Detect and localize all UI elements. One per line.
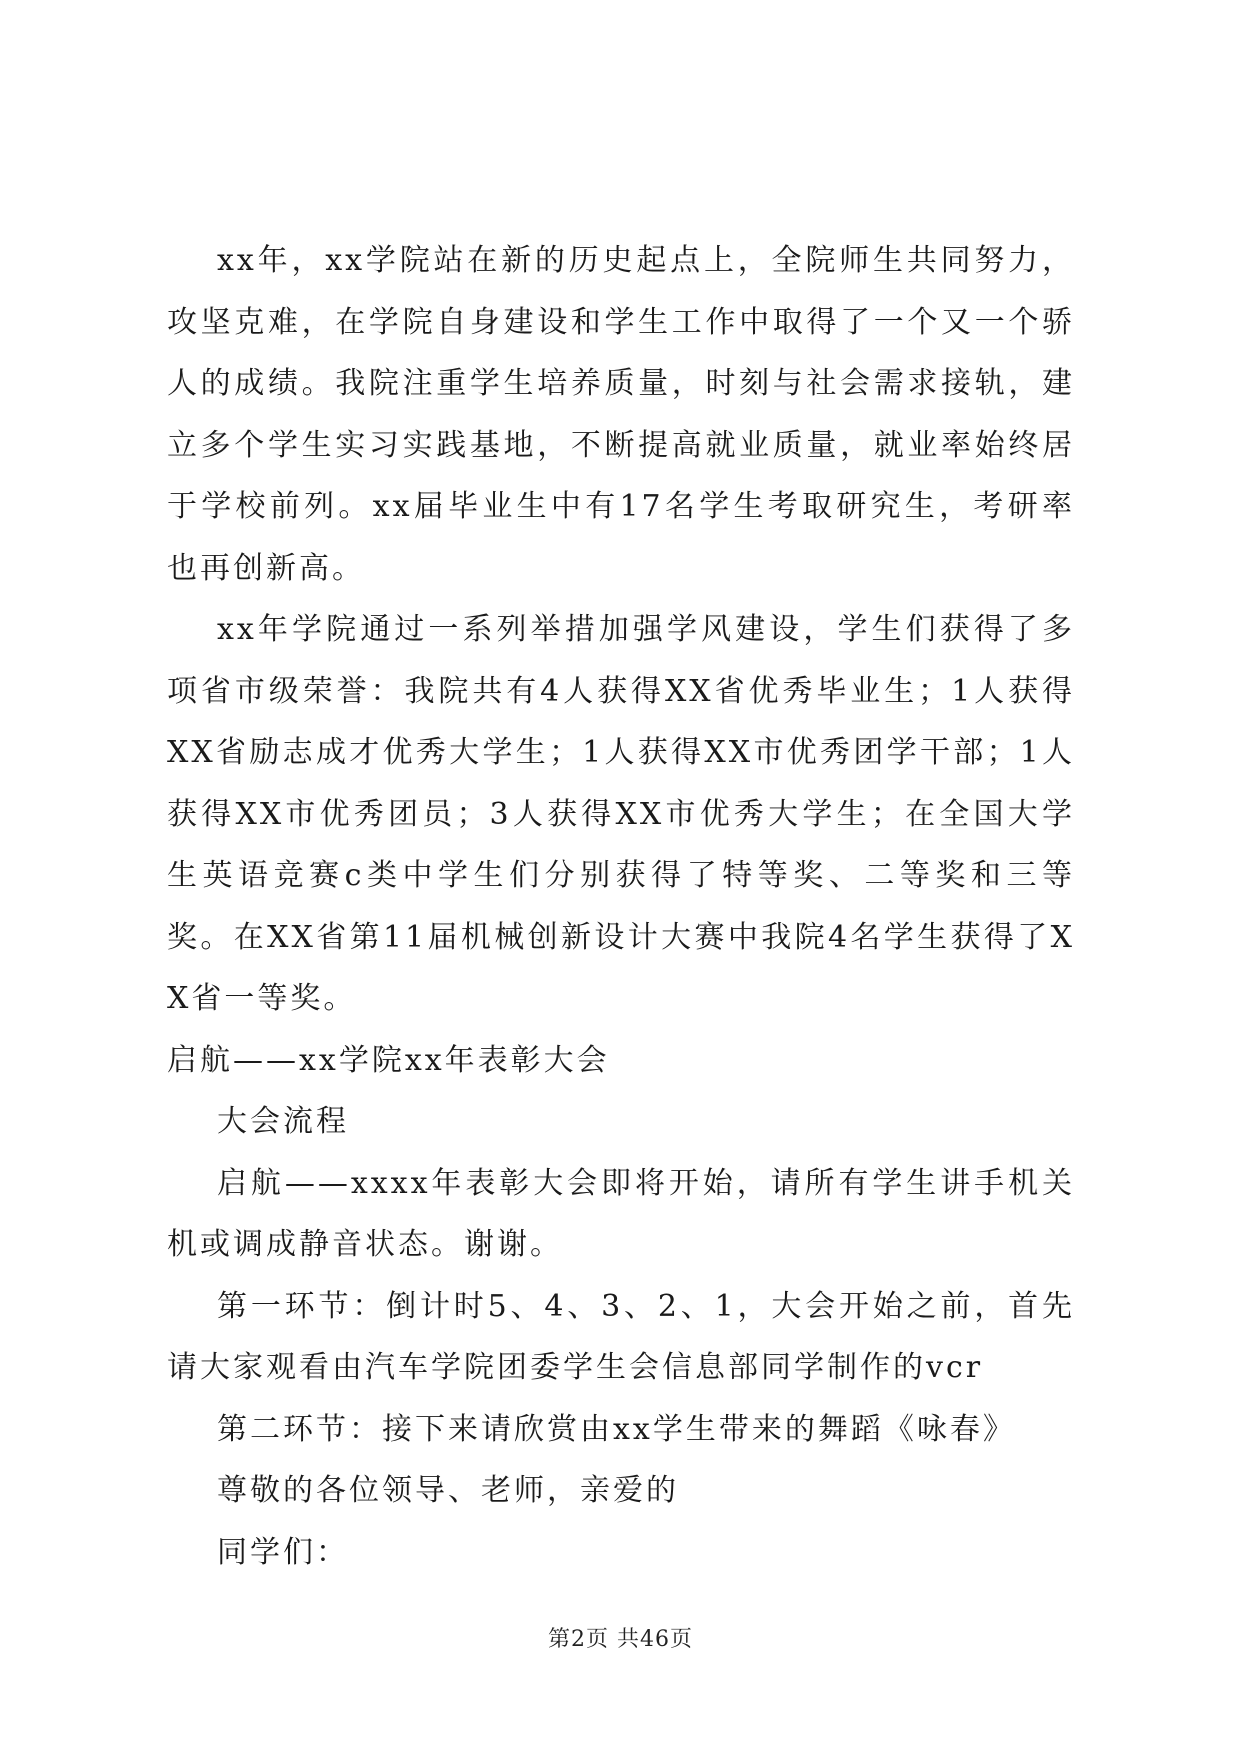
paragraph-honors: xx年学院通过一系列举措加强学风建设，学生们获得了多项省市级荣誉：我院共有4人获得XX省优秀毕业生；1人获得XX省励志成才优秀大学生；1人获得XX市优秀团学干部；1人获得XX市优秀团员；3人获得XX市优秀大学生；在全国大学生英语竞赛c类中学生们分别获得了特等奖、二等奖和三等奖。在XX省第11届机械创新设计大赛中我院4名学生获得了XX省一等奖。 [167, 612, 1075, 1016]
paragraph-step-one: 第一环节：倒计时5、4、3、2、1，大会开始之前，首先请大家观看由汽车学院团委学生会信息部同学制作的vcr [167, 1288, 1075, 1385]
paragraph-step-two: 第二环节：接下来请欣赏由xx学生带来的舞蹈《咏春》 [217, 1411, 1016, 1447]
paragraph-achievements: xx年，xx学院站在新的历史起点上，全院师生共同努力，攻坚克难，在学院自身建设和学生工作中取得了一个又一个骄人的成绩。我院注重学生培养质量，时刻与社会需求接轨，建立多个学生实习实践基地，不断提高就业质量，就业率始终居于学校前列。xx届毕业生中有17名学生考取研究生，考研率也再创新高。 [167, 243, 1075, 586]
paragraph-greeting: 尊敬的各位领导、老师，亲爱的 [217, 1473, 679, 1508]
document-body [167, 230, 1075, 1583]
event-title: 启航——xx学院xx年表彰大会 [167, 1042, 610, 1078]
section-heading: 大会流程 [217, 1104, 349, 1139]
paragraph-opening: 启航——xxxx年表彰大会即将开始，请所有学生讲手机关机或调成静音状态。谢谢。 [167, 1165, 1075, 1262]
page-footer: 第2页 共46页 [548, 1627, 693, 1652]
paragraph-greeting-cont: 同学们： [217, 1534, 349, 1570]
